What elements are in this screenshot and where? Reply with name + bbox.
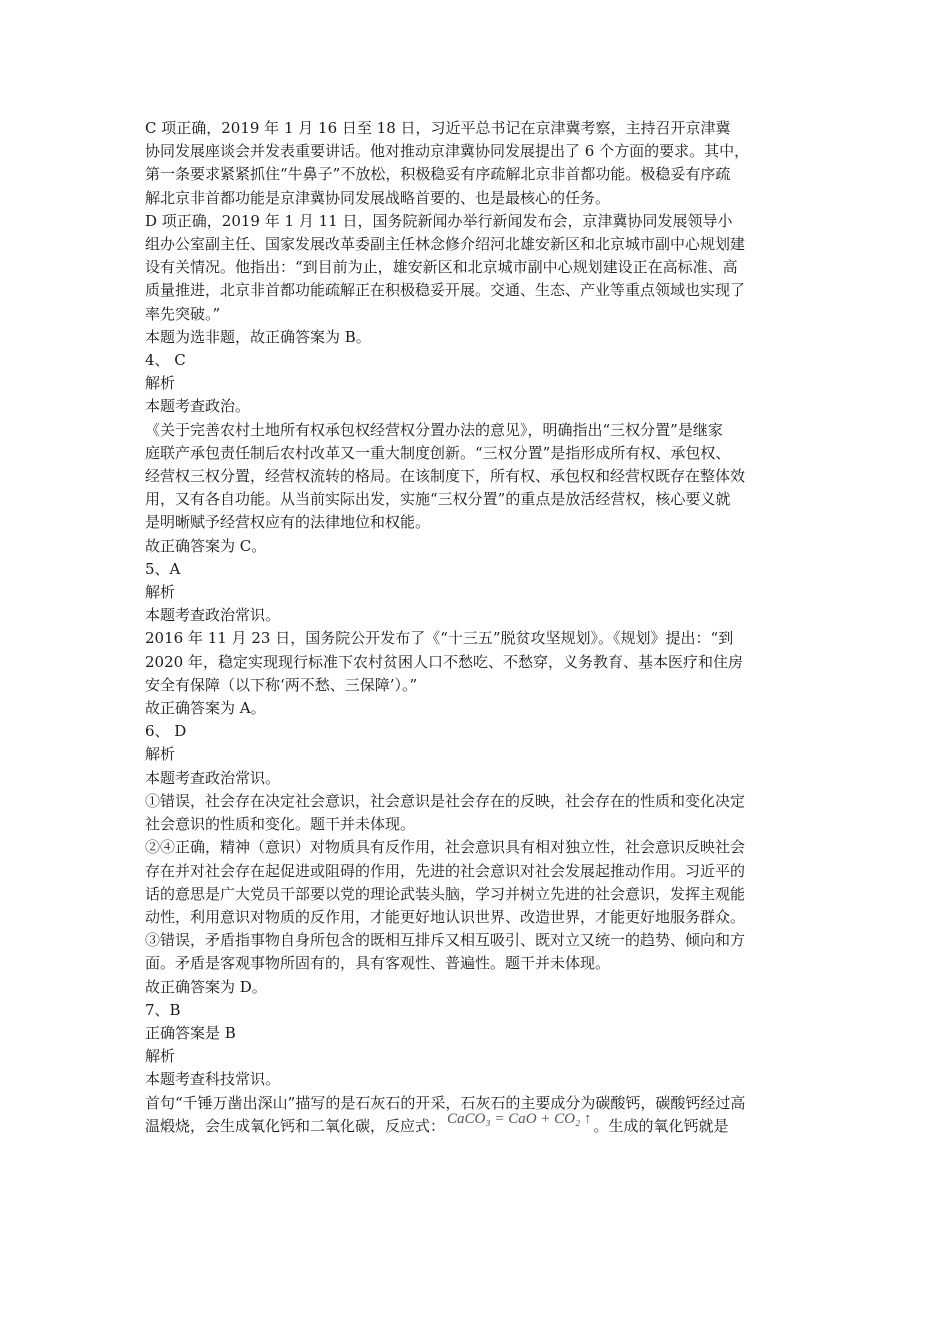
text-line: 故正确答案为 C。 (145, 536, 267, 555)
formula-line (145, 1110, 810, 1139)
text-line: 正确答案是 B (145, 1023, 236, 1042)
text-line: 本题考查政治。 (145, 397, 251, 416)
text-line: 协同发展座谈会并发表重要讲话。他对推动京津冀协同发展提出了 6 个方面的要求。其中， (145, 142, 750, 161)
formula-line-text-after: 。生成的氧化钙就是 (593, 1116, 729, 1135)
text-line: 2016 年 11 月 23 日，国务院公开发布了《“十三五”脱贫攻坚规划》。《规划》提出：“到 (145, 629, 734, 648)
text-line: 本题考查政治常识。 (145, 606, 281, 625)
text-line: 动性，利用意识对物质的反作用，才能更好地认识世界、改造世界，才能更好地服务群众。 (145, 907, 746, 926)
text-line: ②④正确，精神（意识）对物质具有反作用，社会意识具有相对独立性，社会意识反映社会 (145, 838, 746, 857)
text-line: 庭联产承包责任制后农村改革又一重大制度创新。“三权分置”是指形成所有权、承包权、 (145, 443, 731, 462)
text-line: 6、 D (145, 722, 187, 741)
formula-line-text-before: 温煅烧，会生成氧化钙和二氧化碳，反应式： (145, 1116, 446, 1135)
text-line: 组办公室副主任、国家发展改革委副主任林念修介绍河北雄安新区和北京城市副中心规划建 (145, 235, 746, 254)
text-line: 解析 (145, 745, 176, 764)
text-line: 质量推进，北京非首都功能疏解正在积极稳妥开展。交通、生态、产业等重点领域也实现了 (145, 281, 746, 300)
text-line: 《关于完善农村土地所有权承包权经营权分置办法的意见》，明确指出“三权分置”是继家 (145, 420, 723, 439)
text-line: 解析 (145, 1047, 176, 1066)
text-line: 7、B (145, 1000, 181, 1019)
text-line: 存在并对社会存在起促进或阻碍的作用，先进的社会意识对社会发展起推动作用。习近平的 (145, 861, 746, 880)
text-line: ①错误，社会存在决定社会意识，社会意识是社会存在的反映，社会存在的性质和变化决定 (145, 791, 746, 810)
text-line: 用，又有各自功能。从当前实际出发，实施“三权分置”的重点是放活经营权，核心要义就 (145, 490, 731, 509)
text-line: 5、A (145, 559, 181, 578)
text-line: D 项正确，2019 年 1 月 11 日，国务院新闻办举行新闻发布会，京津冀协同发展领导小 (145, 211, 733, 230)
text-line: C 项正确，2019 年 1 月 16 日至 18 日，习近平总书记在京津冀考察，主持召开京津冀 (145, 119, 731, 137)
text-line: 本题考查政治常识。 (145, 768, 281, 787)
text-line: 经营权三权分置，经营权流转的格局。在该制度下，所有权、承包权和经营权既存在整体效 (145, 467, 746, 486)
text-line: 解析 (145, 374, 176, 393)
text-line: 是明晰赋予经营权应有的法律地位和权能。 (145, 513, 431, 532)
chemical-equation: CaCO₃ = CaO + CO₂ ↑ (447, 1110, 592, 1127)
text-line: 安全有保障（以下称‘两不愁、三保障’）。” (145, 675, 418, 694)
text-line: 社会意识的性质和变化。题干并未体现。 (145, 815, 416, 834)
text-line: 2020 年，稳定实现现行标准下农村贫困人口不愁吃、不愁穿，义务教育、基本医疗和住房 (145, 652, 743, 671)
text-line: 设有关情况。他指出：“到目前为止，雄安新区和北京城市副中心规划建设正在高标准、高 (145, 258, 738, 277)
text-line: 故正确答案为 D。 (145, 977, 267, 996)
text-line: 面。矛盾是客观事物所固有的，具有客观性、普遍性。题干并未体现。 (145, 954, 611, 973)
text-line: 本题考查科技常识。 (145, 1070, 281, 1089)
text-line: 本题为选非题，故正确答案为 B。 (145, 327, 371, 346)
paragraph-lines (145, 117, 810, 1115)
text-line: 话的意思是广大党员干部要以党的理论武装头脑，学习并树立先进的社会意识，发挥主观能 (145, 884, 746, 903)
text-line: ③错误，矛盾指事物自身所包含的既相互排斥又相互吸引、既对立又统一的趋势、倾向和方 (145, 931, 746, 950)
text-line: 解北京非首都功能是京津冀协同发展战略首要的、也是最核心的任务。 (145, 188, 611, 207)
text-line: 4、 C (145, 351, 186, 370)
document-body (145, 117, 810, 1139)
text-line: 解析 (145, 583, 176, 602)
text-line: 第一条要求紧紧抓住“牛鼻子”不放松，积极稳妥有序疏解北京非首都功能。极稳妥有序疏 (145, 165, 731, 184)
text-line: 率先突破。” (145, 304, 221, 323)
text-line: 故正确答案为 A。 (145, 699, 266, 718)
text-line: 首句“千锤万凿出深山”描写的是石灰石的开采，石灰石的主要成分为碳酸钙，碳酸钙经过高 (145, 1093, 746, 1112)
